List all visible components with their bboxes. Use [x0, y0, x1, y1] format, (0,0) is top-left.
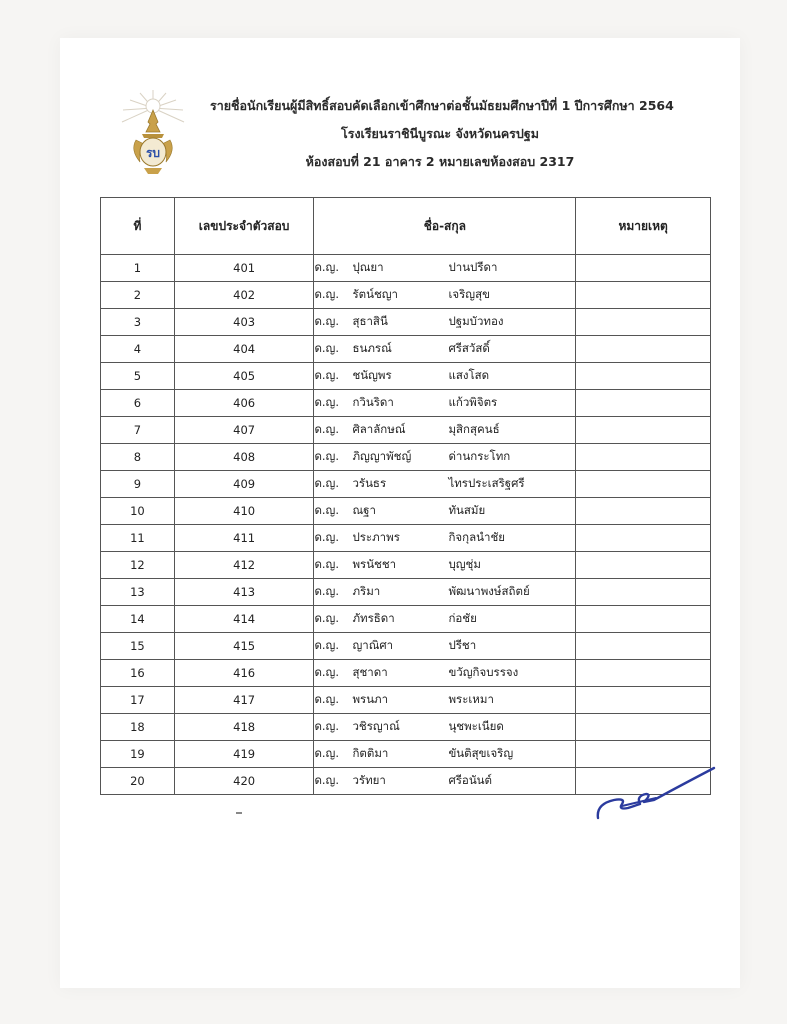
- last-name: ปานปรีดา: [448, 260, 498, 274]
- signature-icon: [592, 760, 722, 828]
- table-row: [101, 309, 711, 336]
- student-name: [314, 444, 576, 471]
- first-name: ศิลาลักษณ์: [352, 422, 406, 436]
- name-prefix: ด.ญ.: [314, 638, 340, 652]
- stray-mark: [236, 812, 242, 814]
- last-name: ก่อชัย: [448, 611, 477, 625]
- row-number: 12: [101, 552, 175, 579]
- col-header-name: ชื่อ-สกุล: [314, 198, 576, 255]
- table-row: [101, 444, 711, 471]
- first-name: ภัทรธิดา: [352, 611, 395, 625]
- student-name: [314, 633, 576, 660]
- student-name: [314, 714, 576, 741]
- table-row: [101, 714, 711, 741]
- name-prefix: ด.ญ.: [314, 395, 340, 409]
- student-name: [314, 687, 576, 714]
- first-name: กิตติมา: [352, 746, 389, 760]
- exam-id: 408: [174, 444, 314, 471]
- row-number: 10: [101, 498, 175, 525]
- first-name: ชนัญพร: [352, 368, 392, 382]
- name-prefix: ด.ญ.: [314, 287, 340, 301]
- table-row: [101, 255, 711, 282]
- last-name: มุสิกสุคนธ์: [448, 422, 500, 436]
- student-name: [314, 552, 576, 579]
- exam-id: 419: [174, 741, 314, 768]
- exam-id: 403: [174, 309, 314, 336]
- exam-id: 420: [174, 768, 314, 795]
- first-name: สุธาสินี: [352, 314, 388, 328]
- last-name: เจริญสุข: [448, 287, 490, 301]
- last-name: ด่านกระโทก: [448, 449, 511, 463]
- exam-id: 412: [174, 552, 314, 579]
- last-name: แสงโสด: [448, 368, 490, 382]
- name-prefix: ด.ญ.: [314, 530, 340, 544]
- first-name: วรันธร: [352, 476, 387, 490]
- name-prefix: ด.ญ.: [314, 719, 340, 733]
- remark-cell: [576, 336, 711, 363]
- exam-id: 406: [174, 390, 314, 417]
- table-row: [101, 390, 711, 417]
- remark-cell: [576, 606, 711, 633]
- name-prefix: ด.ญ.: [314, 314, 340, 328]
- name-prefix: ด.ญ.: [314, 665, 340, 679]
- exam-id: 401: [174, 255, 314, 282]
- name-prefix: ด.ญ.: [314, 611, 340, 625]
- table-body: [101, 255, 711, 795]
- col-header-remark: หมายเหตุ: [576, 198, 711, 255]
- first-name: ปุณยา: [352, 260, 384, 274]
- last-name: กิจกุลนำชัย: [448, 530, 506, 544]
- row-number: 2: [101, 282, 175, 309]
- student-name: [314, 525, 576, 552]
- name-prefix: ด.ญ.: [314, 449, 340, 463]
- table-row: [101, 417, 711, 444]
- student-name: [314, 282, 576, 309]
- remark-cell: [576, 417, 711, 444]
- student-name: [314, 255, 576, 282]
- exam-id: 410: [174, 498, 314, 525]
- table-row: [101, 282, 711, 309]
- last-name: ทันสมัย: [448, 503, 486, 517]
- row-number: 13: [101, 579, 175, 606]
- student-name: [314, 741, 576, 768]
- student-name: [314, 417, 576, 444]
- exam-id: 411: [174, 525, 314, 552]
- name-prefix: ด.ญ.: [314, 692, 340, 706]
- row-number: 18: [101, 714, 175, 741]
- last-name: ขวัญกิจบรรจง: [448, 665, 519, 679]
- emblem-monogram: รบ: [145, 146, 161, 160]
- exam-id: 413: [174, 579, 314, 606]
- student-name: [314, 498, 576, 525]
- remark-cell: [576, 471, 711, 498]
- row-number: 6: [101, 390, 175, 417]
- col-header-number: ที่: [101, 198, 175, 255]
- exam-id: 418: [174, 714, 314, 741]
- table-row: [101, 525, 711, 552]
- remark-cell: [576, 552, 711, 579]
- first-name: กวินริดา: [352, 395, 394, 409]
- student-roster-table: [100, 197, 711, 795]
- row-number: 8: [101, 444, 175, 471]
- exam-id: 402: [174, 282, 314, 309]
- table-row: [101, 579, 711, 606]
- row-number: 19: [101, 741, 175, 768]
- name-prefix: ด.ญ.: [314, 584, 340, 598]
- student-name: [314, 336, 576, 363]
- row-number: 3: [101, 309, 175, 336]
- first-name: ภริมา: [352, 584, 381, 598]
- table-row: [101, 471, 711, 498]
- first-name: พรนัชชา: [352, 557, 397, 571]
- name-prefix: ด.ญ.: [314, 422, 340, 436]
- first-name: ธนภรณ์: [352, 341, 392, 355]
- row-number: 7: [101, 417, 175, 444]
- remark-cell: [576, 363, 711, 390]
- remark-cell: [576, 282, 711, 309]
- exam-id: 409: [174, 471, 314, 498]
- name-prefix: ด.ญ.: [314, 773, 340, 787]
- last-name: ไทรประเสริฐศรี: [448, 476, 525, 490]
- first-name: ญาณิศา: [352, 638, 394, 652]
- exam-id: 404: [174, 336, 314, 363]
- exam-id: 414: [174, 606, 314, 633]
- student-name: [314, 768, 576, 795]
- table-row: [101, 363, 711, 390]
- row-number: 14: [101, 606, 175, 633]
- first-name: วรัทยา: [352, 773, 386, 787]
- last-name: บุญชุ่ม: [448, 557, 481, 571]
- first-name: ประภาพร: [352, 530, 400, 544]
- name-prefix: ด.ญ.: [314, 341, 340, 355]
- last-name: ขันติสุขเจริญ: [448, 746, 514, 760]
- name-prefix: ด.ญ.: [314, 476, 340, 490]
- remark-cell: [576, 579, 711, 606]
- student-name: [314, 579, 576, 606]
- last-name: ศรีสวัสดิ์: [448, 341, 490, 355]
- row-number: 1: [101, 255, 175, 282]
- last-name: ปรีชา: [448, 638, 477, 652]
- row-number: 20: [101, 768, 175, 795]
- name-prefix: ด.ญ.: [314, 503, 340, 517]
- last-name: พระเหมา: [448, 692, 494, 706]
- row-number: 5: [101, 363, 175, 390]
- last-name: ศรีอนันต์: [448, 773, 493, 787]
- student-name: [314, 606, 576, 633]
- remark-cell: [576, 309, 711, 336]
- student-name: [314, 363, 576, 390]
- remark-cell: [576, 525, 711, 552]
- document-header: [210, 92, 674, 176]
- remark-cell: [576, 660, 711, 687]
- first-name: รัตน์ชญา: [352, 287, 399, 301]
- school-emblem-icon: [118, 88, 188, 178]
- table-header-row: [101, 198, 711, 255]
- last-name: นุชพะเนียด: [448, 719, 504, 733]
- table-row: [101, 552, 711, 579]
- row-number: 4: [101, 336, 175, 363]
- row-number: 9: [101, 471, 175, 498]
- remark-cell: [576, 255, 711, 282]
- table-row: [101, 660, 711, 687]
- row-number: 16: [101, 660, 175, 687]
- first-name: พรนภา: [352, 692, 389, 706]
- remark-cell: [576, 714, 711, 741]
- exam-id: 416: [174, 660, 314, 687]
- exam-id: 405: [174, 363, 314, 390]
- row-number: 17: [101, 687, 175, 714]
- row-number: 11: [101, 525, 175, 552]
- student-name: [314, 390, 576, 417]
- name-prefix: ด.ญ.: [314, 368, 340, 382]
- exam-id: 417: [174, 687, 314, 714]
- first-name: ณฐา: [352, 503, 376, 517]
- header-room: ห้องสอบที่ 21 อาคาร 2 หมายเลขห้องสอบ 2317: [305, 154, 575, 169]
- exam-id: 407: [174, 417, 314, 444]
- first-name: สุชาดา: [352, 665, 388, 679]
- name-prefix: ด.ญ.: [314, 260, 340, 274]
- student-name: [314, 660, 576, 687]
- table-row: [101, 498, 711, 525]
- last-name: แก้วพิจิตร: [448, 395, 498, 409]
- first-name: วชิรญาณ์: [352, 719, 400, 733]
- exam-id: 415: [174, 633, 314, 660]
- table-row: [101, 606, 711, 633]
- remark-cell: [576, 687, 711, 714]
- remark-cell: [576, 498, 711, 525]
- table-row: [101, 633, 711, 660]
- remark-cell: [576, 444, 711, 471]
- name-prefix: ด.ญ.: [314, 557, 340, 571]
- header-title: รายชื่อนักเรียนผู้มีสิทธิ์สอบคัดเลือกเข้าศึกษาต่อชั้นมัธยมศึกษาปีที่ 1 ปีการศึกษา 2564: [210, 98, 674, 113]
- remark-cell: [576, 633, 711, 660]
- student-name: [314, 471, 576, 498]
- name-prefix: ด.ญ.: [314, 746, 340, 760]
- table-row: [101, 687, 711, 714]
- first-name: ภิญญาพัชญ์: [352, 449, 412, 463]
- remark-cell: [576, 390, 711, 417]
- col-header-exam-id: เลขประจำตัวสอบ: [174, 198, 314, 255]
- table-row: [101, 336, 711, 363]
- row-number: 15: [101, 633, 175, 660]
- header-school: โรงเรียนราชินีบูรณะ จังหวัดนครปฐม: [341, 126, 539, 141]
- last-name: ปฐมบัวทอง: [448, 314, 504, 328]
- last-name: พัฒนาพงษ์สถิตย์: [448, 584, 530, 598]
- student-name: [314, 309, 576, 336]
